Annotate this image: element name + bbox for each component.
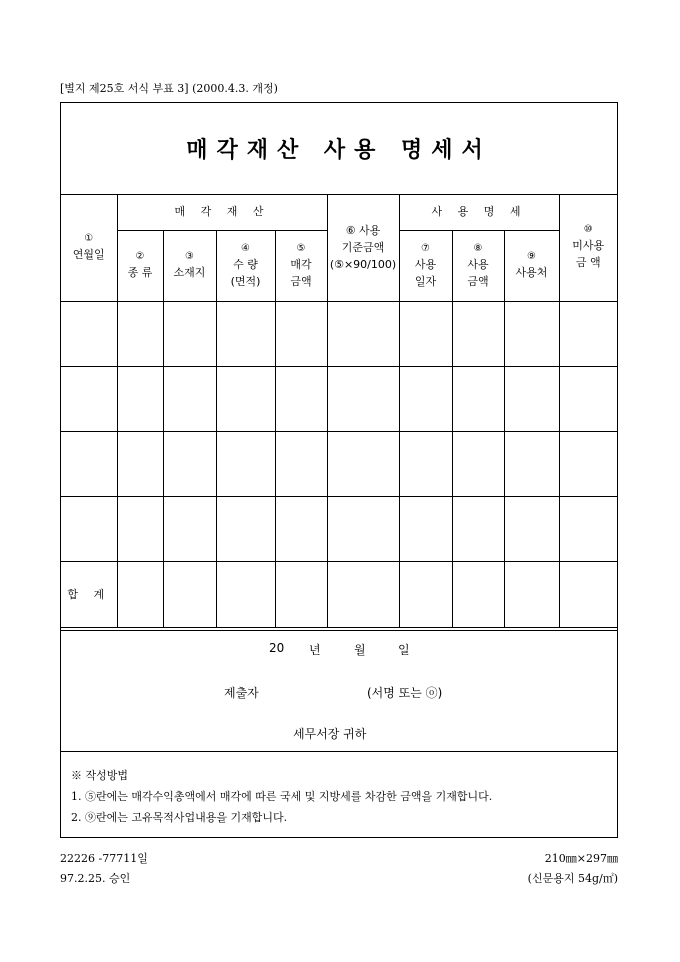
- date-month-unit: 월: [354, 643, 366, 657]
- sale-asset-group-header: 매 각 재 산: [117, 194, 327, 230]
- date-day-unit: 일: [398, 643, 410, 657]
- total-row: [61, 561, 617, 627]
- footer-size: 210㎜×297㎜: [544, 852, 618, 865]
- col-usage-date-header: ⑦ 사용 일자: [399, 230, 452, 301]
- title-box: [61, 103, 617, 195]
- footer-paper: (신문용지 54g/㎡): [527, 872, 618, 885]
- date-year-unit: 년: [309, 643, 321, 657]
- date-year: 20: [269, 641, 285, 655]
- total-label: 합 계: [61, 561, 117, 627]
- form-frame: [60, 102, 618, 838]
- instructions: [71, 765, 492, 828]
- usage-group-header: 사 용 명 세: [399, 194, 559, 230]
- col-usage-place-header: ⑨ 사용처: [504, 230, 559, 301]
- signature-section: [61, 630, 617, 752]
- footer-code: 22226 -77711일: [60, 852, 148, 865]
- instruction-item: 1. ⑤란에는 매각수익총액에서 매각에 따른 국세 및 지방세를 차감한 금액을 기재합니다.: [71, 790, 493, 803]
- col-unused-amount-header: ⑩ 미사용 금 액: [559, 194, 617, 301]
- table-row: [61, 496, 617, 561]
- table-row: [61, 366, 617, 431]
- col-usage-base-amount-header: ⑥ 사용 기준금액 (⑤×90/100): [327, 194, 399, 301]
- col-sale-amount-header: ⑤ 매각 금액: [275, 230, 327, 301]
- form-title: 매각재산 사용 명세서: [186, 137, 492, 163]
- col-quantity-header: ④ 수 량 (면적): [216, 230, 275, 301]
- sign-note: (서명 또는 ⓞ): [367, 686, 443, 700]
- form-reference: [별지 제25호 서식 부표 3] (2000.4.3. 개정): [60, 82, 278, 95]
- footer-approval: 97.2.25. 승인: [60, 872, 131, 885]
- table-row: [61, 301, 617, 366]
- addressee: 세무서장 귀하: [293, 727, 367, 741]
- submitter-label: 제출자: [224, 686, 259, 700]
- col-usage-amount-header: ⑧ 사용 금액: [452, 230, 504, 301]
- table-row: [61, 431, 617, 496]
- col-date-header: ① 연월일: [61, 194, 117, 301]
- sale-asset-usage-table: [61, 194, 617, 628]
- instructions-heading: ※ 작성방법: [71, 769, 129, 782]
- instruction-item: 2. ⑨란에는 고유목적사업내용을 기재합니다.: [71, 811, 288, 824]
- col-type-header: ② 종 류: [117, 230, 163, 301]
- col-location-header: ③ 소재지: [163, 230, 216, 301]
